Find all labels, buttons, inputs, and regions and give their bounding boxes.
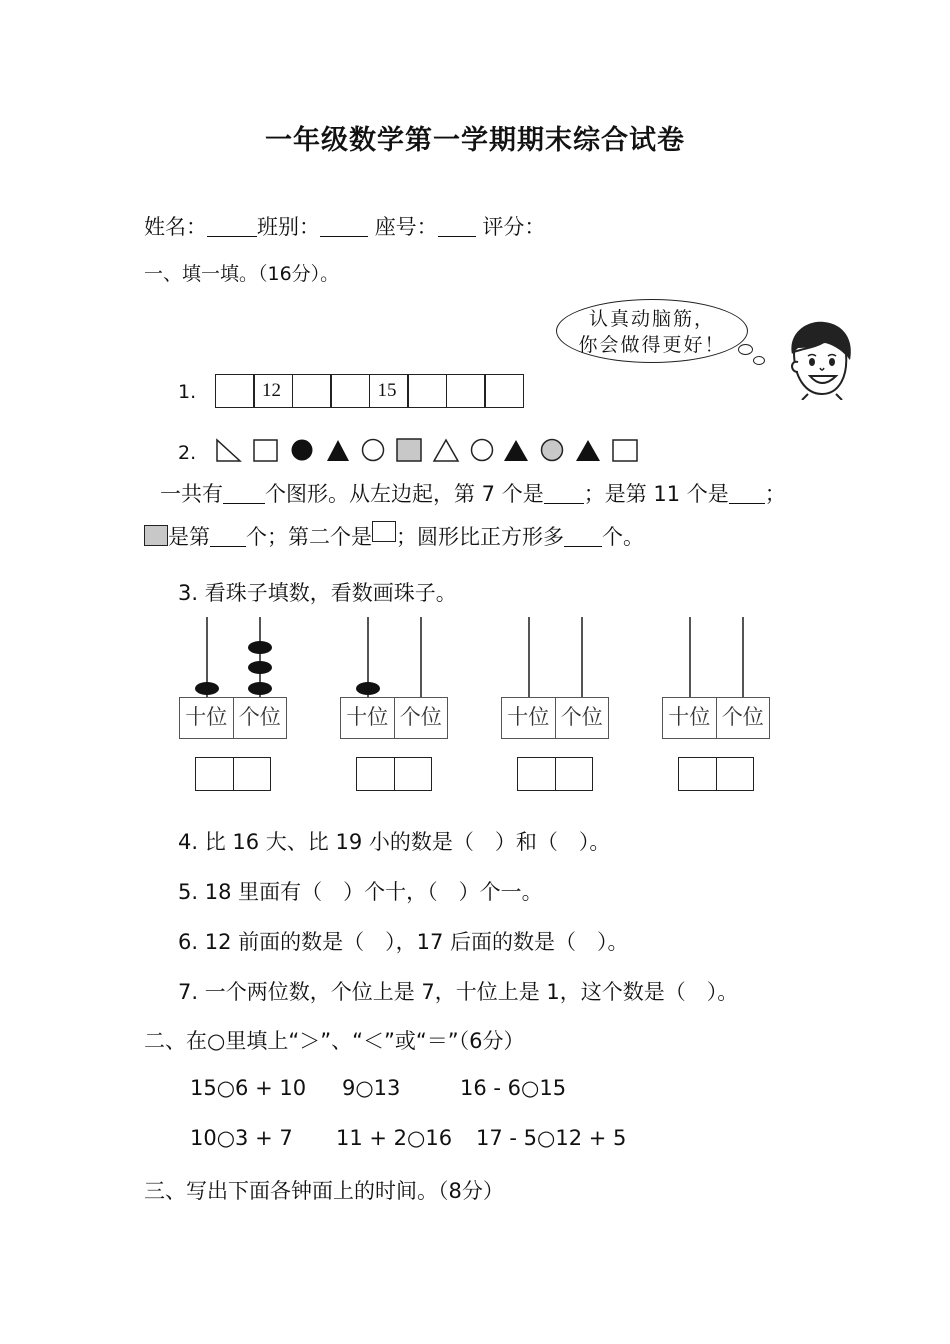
q2-blank-total[interactable] [223, 483, 265, 504]
abacus-1 [179, 617, 289, 797]
tens-rod [528, 617, 530, 697]
bead [195, 682, 219, 695]
student-info [144, 211, 545, 241]
section2-heading: 二、在○里填上“＞”、“＜”或“＝”（6分） [144, 1029, 525, 1053]
place-value-labels [340, 697, 448, 739]
bubble-dot [738, 344, 753, 355]
ones-label: 个位 [394, 698, 448, 738]
q1-cell[interactable] [292, 374, 332, 408]
filled-circle-icon [292, 440, 313, 461]
filled-triangle-icon [504, 440, 528, 461]
q1-cell[interactable] [407, 374, 447, 408]
q2-text: 个；第二个是 [246, 525, 372, 549]
square-icon [254, 440, 277, 461]
bubble-line-2: 你会做得更好！ [578, 334, 726, 356]
q2-text: 个图形。从左边起，第 7 个是 [265, 482, 544, 506]
tens-label: 十位 [185, 705, 228, 729]
q2-text: 是第 [168, 525, 210, 549]
seat-label: 座号： [374, 215, 438, 239]
q1-cell[interactable] [446, 374, 486, 408]
circle-icon [472, 440, 493, 461]
right-triangle-icon [217, 440, 240, 461]
encouragement-bubble [556, 299, 748, 363]
gray-square-icon [397, 439, 421, 461]
bead [356, 682, 380, 695]
tens-rod [689, 617, 691, 697]
bead [248, 682, 272, 695]
ones-label: 个位 [233, 698, 287, 738]
score-label: 评分： [482, 215, 546, 239]
square-icon [613, 440, 637, 461]
q2-blank-position[interactable] [210, 526, 246, 547]
name-label: 姓名： [144, 215, 207, 239]
q1-cell[interactable] [330, 374, 370, 408]
bubble-dot [753, 356, 765, 365]
circle-icon [363, 440, 384, 461]
section3-heading: 三、写出下面各钟面上的时间。（8分） [144, 1179, 504, 1203]
q6-text: 6. 12 前面的数是（ ），17 后面的数是（ ）。 [178, 930, 629, 954]
ones-rod [742, 617, 744, 697]
section1-heading: 一、填一填。（16分）。 [144, 263, 340, 285]
compare-item[interactable]: 17 - 5○12 + 5 [476, 1126, 627, 1150]
compare-item[interactable]: 11 + 2○16 [336, 1126, 453, 1150]
gray-circle-icon [542, 440, 563, 461]
compare-item[interactable]: 15○6 + 10 [190, 1076, 307, 1100]
abacus-3 [501, 617, 611, 797]
ones-rod [581, 617, 583, 697]
filled-triangle-icon [576, 440, 600, 461]
abacus-answer-box[interactable] [195, 757, 271, 791]
place-value-labels [662, 697, 770, 739]
ones-rod [420, 617, 422, 697]
q1-cell[interactable]: 15 [369, 374, 409, 408]
q1-cell[interactable]: 12 [253, 374, 293, 408]
q2-blank-7th[interactable] [544, 483, 584, 504]
abacus-2 [340, 617, 450, 797]
q2-line-1 [160, 478, 786, 508]
q1-number: 1. [178, 381, 197, 403]
q2-blank-11th[interactable] [729, 483, 765, 504]
abacus-answer-box[interactable] [678, 757, 754, 791]
place-value-labels [501, 697, 609, 739]
abacus-answer-box[interactable] [517, 757, 593, 791]
q2-text: ；圆形比正方形多 [396, 525, 564, 549]
abacus-4 [662, 617, 772, 797]
cartoon-child-icon [784, 318, 856, 400]
q2-shape-row [214, 437, 644, 465]
q2-number: 2. [178, 442, 197, 464]
triangle-icon [434, 440, 458, 461]
tens-label: 十位 [507, 705, 550, 729]
class-label: 班别： [257, 215, 320, 239]
page-title: 一年级数学第一学期期末综合试卷 [265, 125, 685, 156]
q2-text: 个。 [602, 525, 644, 549]
ones-label: 个位 [555, 698, 609, 738]
compare-item[interactable]: 9○13 [342, 1076, 401, 1100]
q5-text: 5. 18 里面有（ ）个十，（ ）个一。 [178, 880, 543, 904]
compare-item[interactable]: 16 - 6○15 [460, 1076, 567, 1100]
bead [248, 661, 272, 674]
gray-square-icon [144, 525, 168, 546]
q2-text: 一共有 [160, 482, 223, 506]
ones-label: 个位 [716, 698, 770, 738]
bubble-line-1: 认真动脑筋， [588, 308, 715, 330]
class-blank[interactable] [320, 216, 368, 237]
tens-label: 十位 [346, 705, 389, 729]
q2-text: ； [764, 482, 786, 506]
q3-text: 3. 看珠子填数，看数画珠子。 [178, 581, 457, 605]
compare-item[interactable]: 10○3 + 7 [190, 1126, 293, 1150]
tens-label: 十位 [668, 705, 711, 729]
abacus-answer-box[interactable] [356, 757, 432, 791]
q2-answer-box[interactable] [372, 521, 396, 542]
q2-text: ；是第 11 个是 [583, 482, 729, 506]
bead [248, 641, 272, 654]
name-blank[interactable] [207, 216, 257, 237]
place-value-labels [179, 697, 287, 739]
q2-line-2 [144, 521, 644, 551]
q7-text: 7. 一个两位数，个位上是 7，十位上是 1，这个数是（ ）。 [178, 980, 739, 1004]
q1-cell[interactable] [215, 374, 255, 408]
filled-triangle-icon [327, 440, 349, 461]
q4-text: 4. 比 16 大、比 19 小的数是（ ）和（ ）。 [178, 830, 611, 854]
q2-blank-difference[interactable] [564, 526, 602, 547]
q1-cell[interactable] [484, 374, 524, 408]
seat-blank[interactable] [438, 216, 476, 237]
q1-number-row [216, 374, 524, 408]
